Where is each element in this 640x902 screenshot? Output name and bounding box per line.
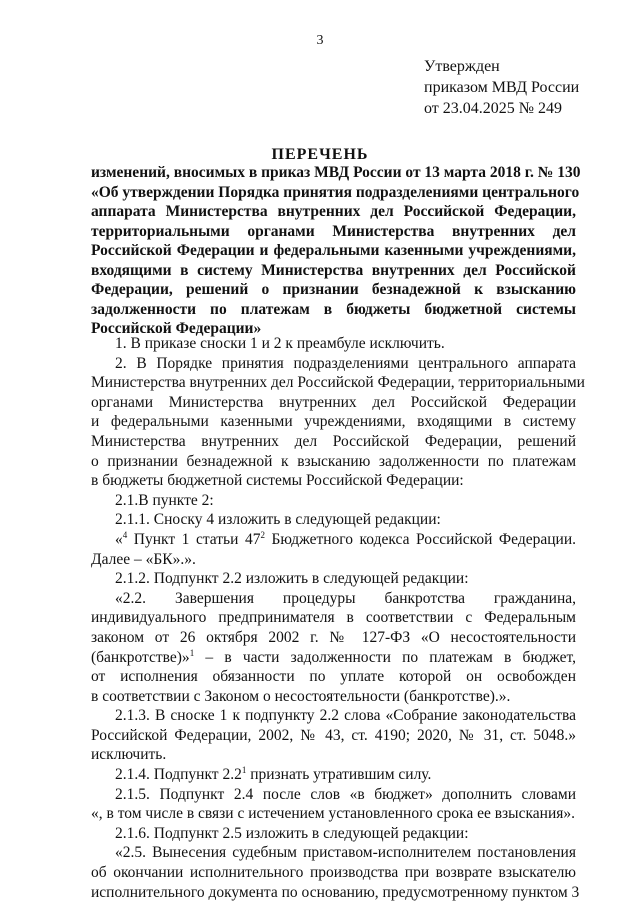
body-line: Российской Федерации, 2002, № 43, ст. 4190; 2020, № 31, ст. 5048.» xyxy=(91,726,576,744)
body-line: законом от 26 октября 2002 г. № 127-ФЗ «О несостоятельности xyxy=(91,628,576,646)
text-fragment: Бюджетного кодекса Российской Федерации. xyxy=(264,530,577,548)
body-line: исключить. xyxy=(91,746,167,764)
heading-line: аппарата Министерства внутренних дел Российской Федерации, xyxy=(91,203,576,220)
body-line: исполнительного документа по основанию, предусмотренному пунктом 3 xyxy=(91,883,580,901)
body-line: «2.2. Завершения процедуры банкротства гражданина, xyxy=(115,589,576,607)
heading-line: задолженности по платежам в бюджеты бюджетной системы xyxy=(91,300,576,318)
text-fragment: 2.1.4. Подпункт 2.2 xyxy=(115,766,242,784)
footnote-marker: 4 xyxy=(122,529,128,540)
body-line xyxy=(91,648,576,668)
document-heading xyxy=(91,163,581,339)
body-line xyxy=(91,530,576,550)
document-body xyxy=(91,334,585,902)
body-line: в соответствии с Законом о несостоятельности (банкротстве).». xyxy=(91,687,511,705)
page-number: 3 xyxy=(316,33,324,48)
heading-line: входящими в систему Министерства внутренних дел Российской xyxy=(91,261,576,279)
body-line: «, в том числе в связи с истечением установленного срока ее взыскания». xyxy=(91,805,575,823)
body-line: от исполнения обязанности по уплате которой он освобожден xyxy=(91,668,576,686)
text-fragment: Пункт 1 статьи 47 xyxy=(127,530,261,548)
body-line: 2.1.1. Сноску 4 изложить в следующей редакции: xyxy=(115,511,441,529)
body-line: 2. В Порядке принятия подразделениями центрального аппарата xyxy=(115,354,576,372)
body-line: индивидуального предпринимателя в соответствии с Федеральным xyxy=(91,609,576,627)
body-line: органами Министерства внутренних дел Российской Федерации xyxy=(91,393,576,411)
body-line: 2.1.3. В сноске 1 к подпункту 2.2 слова «Собрание законодательства xyxy=(115,707,576,725)
footnote-marker: 1 xyxy=(241,765,247,776)
heading-line: «Об утверждении Порядка принятия подразделениями центрального xyxy=(91,183,580,201)
heading-line: изменений, вносимых в приказ МВД России от 13 марта 2018 г. № 130 xyxy=(91,164,581,181)
text-fragment: признать утратившим силу. xyxy=(246,766,432,784)
text-fragment: (банкротстве)» xyxy=(91,648,190,666)
body-line: 2.1.2. Подпункт 2.2 изложить в следующей редакции: xyxy=(115,570,469,588)
body-line: и федеральными казенными учреждениями, входящими в систему xyxy=(91,413,576,431)
heading-line: территориальными органами Министерства внутренних дел xyxy=(91,222,576,240)
approval-line: приказом МВД России xyxy=(424,79,580,96)
heading-line: Российской Федерации и федеральными казенными учреждениями, xyxy=(91,242,576,259)
body-line xyxy=(91,765,576,785)
body-line: 2.1.В пункте 2: xyxy=(115,491,214,509)
text-fragment: « xyxy=(115,530,123,548)
footnote-marker: 1 xyxy=(189,647,195,658)
document-title: ПЕРЕЧЕНЬ xyxy=(271,146,369,163)
body-line: 2.1.5. Подпункт 2.4 после слов «в бюджет» дополнить словами xyxy=(115,785,576,803)
superscript-marker: 2 xyxy=(260,529,265,540)
body-line: Министерства внутренних дел Российской Федерации, территориальными xyxy=(91,374,585,392)
body-line: в бюджеты бюджетной системы Российской Федерации: xyxy=(91,472,464,490)
body-line: Министерства внутренних дел Российской Федерации, решений xyxy=(91,432,576,450)
body-line: «2.5. Вынесения судебным приставом-исполнителем постановления xyxy=(115,844,576,862)
body-line: о признании безнадежной к взысканию задолженности по платежам xyxy=(91,452,576,470)
body-line: Далее – «БК».». xyxy=(91,550,196,568)
heading-line: Федерации, решений о признании безнадежной к взысканию xyxy=(91,281,576,298)
text-fragment: – в части задолженности по платежам в бюджет, xyxy=(194,648,576,666)
approval-line: от 23.04.2025 № 249 xyxy=(424,100,563,117)
body-line: об окончании исполнительного производства при возврате взыскателю xyxy=(91,864,576,882)
approval-line: Утвержден xyxy=(424,58,500,75)
body-line: 2.1.6. Подпункт 2.5 изложить в следующей редакции: xyxy=(115,824,469,842)
approval-stamp xyxy=(424,56,579,119)
heading-line: Российской Федерации» xyxy=(91,320,262,337)
body-line: 1. В приказе сноски 1 и 2 к преамбуле исключить. xyxy=(115,335,445,352)
